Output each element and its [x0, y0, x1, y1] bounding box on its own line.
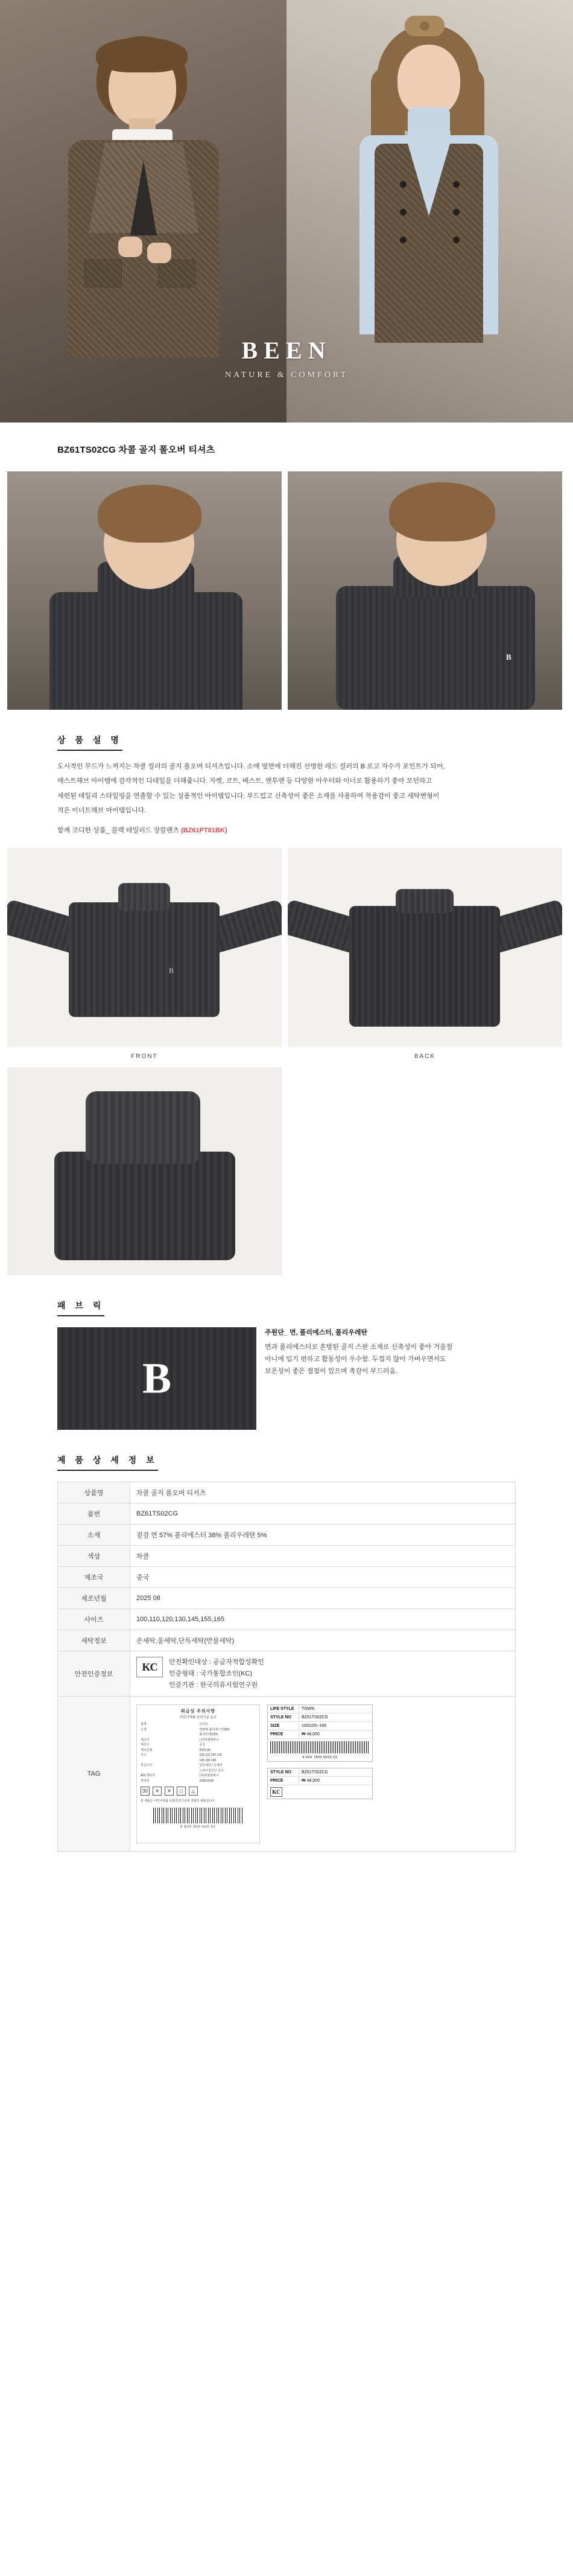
- care-val: 100 110 120 130: [199, 1753, 222, 1758]
- kc-mark-icon: KC: [136, 1657, 163, 1677]
- style-no-label: STYLE NO: [268, 1768, 299, 1776]
- barcode: [270, 1741, 370, 1753]
- fabric-text: [265, 1327, 516, 1377]
- boy-fringe: [96, 37, 188, 72]
- no-bleach-icon: ✕: [153, 1787, 162, 1796]
- model-photo-front: [7, 471, 282, 710]
- table-row: [58, 1588, 516, 1609]
- flatlay-back-image: [288, 848, 562, 1047]
- vest-button: [400, 181, 407, 188]
- model-photo-row: [0, 471, 573, 710]
- fabric-swatch-image: [57, 1327, 256, 1430]
- no-tumble-dry-icon: ✕: [165, 1787, 174, 1796]
- style-no-label: STYLE NO: [268, 1714, 299, 1721]
- care-val: (주)비엔컴퍼니: [199, 1774, 219, 1778]
- description-line: 세련된 데일리 스타일링을 연출할 수 있는 실용적인 아이템입니다. 부드럽고 신축성이 좋은 소재를 사용하여 착용감이 좋고 세탁변형이: [57, 792, 440, 800]
- care-key: 연락처: [141, 1779, 150, 1783]
- price-tag-column: [267, 1704, 373, 1843]
- boy-hand-right: [147, 243, 171, 263]
- flatlay-detail-cell: [7, 1067, 282, 1275]
- barcode-number: 8 809 000 000 01: [180, 1825, 216, 1829]
- spec-label: TAG: [58, 1697, 130, 1852]
- model-hair: [389, 482, 495, 541]
- care-val: 단독세탁 / 손세탁: [199, 1764, 223, 1768]
- price-tag-primary: [267, 1704, 373, 1762]
- spec-value: 차콜 골지 폴오버 티셔츠: [130, 1482, 516, 1503]
- table-row: [58, 1567, 516, 1588]
- flatlay-front-image: [7, 848, 282, 1047]
- table-row: [58, 1525, 516, 1546]
- kc-mark-icon: KC: [270, 1787, 282, 1797]
- care-val: 중국: [199, 1743, 206, 1747]
- spec-label: 세탁정보: [58, 1630, 130, 1651]
- garment-body-detail: [54, 1152, 235, 1260]
- table-row: [268, 1705, 372, 1714]
- fabric-heading: 패 브 릭: [57, 1299, 104, 1316]
- tag-images: [136, 1702, 509, 1846]
- size-label: SIZE: [268, 1722, 299, 1730]
- vest-button: [400, 237, 407, 243]
- table-row: [58, 1503, 516, 1525]
- spec-value-tag: [130, 1697, 516, 1852]
- spec-heading: 제 품 상 세 정 보: [57, 1454, 158, 1471]
- description-section: [0, 734, 573, 835]
- fabric-section: [0, 1299, 573, 1316]
- table-row: [58, 1630, 516, 1651]
- vest-button: [453, 237, 460, 243]
- cert-line: 인증형태 : 국가통합조인(KC): [169, 1670, 253, 1678]
- life-style-value: TOWN: [302, 1707, 315, 1712]
- spec-value: BZ61TS02CG: [130, 1503, 516, 1525]
- flatlay-section: [0, 835, 573, 1275]
- flatlay-row: [7, 848, 566, 1060]
- care-label-title: 취급상 주의사항: [180, 1709, 216, 1714]
- model-hair: [98, 485, 201, 543]
- fabric-line: 아니에 입기 편하고 활동성이 우수함. 두껍지 않아 가벼우면서도: [265, 1355, 446, 1363]
- spec-table-wrap: [0, 1471, 573, 1852]
- barcode: [153, 1808, 244, 1823]
- care-symbols: [141, 1787, 256, 1796]
- flatlay-front-label: FRONT: [131, 1053, 158, 1060]
- care-key: [141, 1759, 197, 1764]
- garment-neck: [118, 883, 170, 911]
- spec-value: 차콜: [130, 1546, 516, 1567]
- coordinated-note-text: 함께 코디한 상품_ 블랙 테일러드 장칼팬츠: [57, 827, 182, 835]
- cert-line: 안전확인대상 : 공급자적합성확인: [169, 1659, 264, 1666]
- fabric-row: [0, 1316, 573, 1430]
- vest-button: [453, 181, 460, 188]
- care-key: 제조국: [141, 1743, 150, 1747]
- table-row-tag: [58, 1697, 516, 1852]
- spec-value: 중국: [130, 1567, 516, 1588]
- girl-face: [397, 45, 460, 117]
- care-val: 면57% 폴리에스터38%: [199, 1727, 230, 1732]
- spec-value: 2025 08: [130, 1588, 516, 1609]
- flatlay-back-label: BACK: [414, 1053, 436, 1060]
- garment-neck-detail: [86, 1091, 200, 1164]
- table-row: [268, 1722, 372, 1730]
- spec-label: 품번: [58, 1503, 130, 1525]
- spec-value-certification: [130, 1651, 516, 1697]
- price-value: ₩ 48,000: [302, 1779, 320, 1784]
- vest-button: [453, 209, 460, 215]
- garment-emblem: B: [169, 966, 174, 975]
- spec-value: 겉감 면 57% 폴리에스터 38% 폴리우레탄 5%: [130, 1525, 516, 1546]
- care-val: 드라이클리닝 금지: [199, 1768, 224, 1773]
- spec-table: [57, 1482, 516, 1852]
- dryclean-icon: △: [189, 1787, 198, 1796]
- table-row: [58, 1546, 516, 1567]
- cert-line: 인증기관 : 한국의류시험연구원: [169, 1681, 258, 1689]
- price-label: PRICE: [268, 1777, 299, 1785]
- table-row: [268, 1714, 372, 1722]
- girl-hair-bow-knot: [420, 21, 429, 31]
- garment-neck: [396, 889, 454, 913]
- brand-name: BEEN: [241, 337, 332, 364]
- life-style-label: LIFE STYLE: [268, 1705, 299, 1713]
- flatlay-front-cell: [7, 848, 282, 1060]
- care-key: [141, 1733, 197, 1738]
- description-body: [57, 760, 516, 817]
- fabric-emblem: B: [142, 1354, 172, 1403]
- spec-label: 사이즈: [58, 1609, 130, 1630]
- sleeve-logo: B: [506, 652, 511, 662]
- care-val: 1588-0000: [199, 1779, 214, 1783]
- knit-top: [336, 586, 535, 710]
- spec-label: 소재: [58, 1525, 130, 1546]
- brand-tagline: NATURE & COMFORT: [225, 371, 348, 380]
- boy-hand-left: [118, 237, 142, 257]
- fabric-line: 면과 폴리에스터로 혼방된 골지 스판 소재로 신축성이 좋아 겨울철: [265, 1344, 453, 1351]
- page-title: BZ61TS02CG 차콜 골지 폴오버 티셔츠: [57, 445, 215, 455]
- table-row: [58, 1482, 516, 1503]
- boy-jacket-pocket-left: [84, 260, 122, 287]
- style-no-value: BZ61TS02CG: [302, 1715, 328, 1720]
- price-tag-secondary: [267, 1768, 373, 1799]
- description-line: 매스트해브 아이템에 감각적인 디테일을 더해줍니다. 자켓, 코트, 베스트, 맨투맨 등 다양한 아우터와 이너로 활용하기 좋아 모던하고: [57, 777, 432, 785]
- description-line: 도시적인 무드가 느껴지는 차콜 컬러의 골지 폴오버 티셔츠입니다. 소매 옆면에 더해진 선명한 레드 컬러의 B 로고 자수가 포인트가 되어,: [57, 763, 445, 770]
- model-photo-side: [288, 471, 562, 710]
- iron-icon: ◻: [177, 1787, 186, 1796]
- table-row: [268, 1777, 372, 1785]
- boy-jacket-pocket-right: [158, 260, 195, 287]
- spec-label: 제조국: [58, 1567, 130, 1588]
- care-val: (주)비엔컴퍼니: [199, 1738, 219, 1742]
- brand-logo-block: [0, 336, 573, 380]
- care-key: [141, 1769, 197, 1774]
- care-key: 소재: [141, 1727, 147, 1732]
- spec-label: 제조년월: [58, 1588, 130, 1609]
- care-key: 취급주의: [141, 1764, 153, 1768]
- table-row: [268, 1768, 372, 1777]
- barcode-number: 8 809 7800 0030 03: [302, 1756, 338, 1760]
- price-value: ₩ 48,000: [302, 1732, 320, 1737]
- table-row: [58, 1609, 516, 1630]
- care-key: 품명: [141, 1723, 147, 1727]
- vest-button: [400, 209, 407, 215]
- flatlay-neck-detail-image: [7, 1067, 282, 1275]
- care-val: 2025.08: [199, 1748, 211, 1752]
- care-label-subtitle: 어린이제품 안전기준 준수: [179, 1715, 217, 1720]
- care-key: 제조자: [141, 1738, 150, 1742]
- care-key: 치수: [141, 1753, 147, 1758]
- spec-section: [0, 1454, 573, 1471]
- coordinated-product-code[interactable]: (BZ61PT01BK): [181, 827, 227, 835]
- care-val: 폴리우레탄5%: [199, 1733, 218, 1737]
- wash-temp-icon: 30: [141, 1787, 150, 1796]
- fabric-composition: 주원단_ 면, 폴리에스터, 폴리우레탄: [265, 1329, 368, 1337]
- style-no-value: BZ61TS02CG: [302, 1770, 328, 1775]
- flatlay-detail-row: [7, 1067, 566, 1275]
- spec-label: 상품명: [58, 1482, 130, 1503]
- care-label-image: [136, 1704, 260, 1843]
- spec-value: 100,110,120,130,145,155,165: [130, 1609, 516, 1630]
- fabric-line: 보온성이 좋은 점점이 있으며 촉감이 부드러움.: [265, 1367, 398, 1375]
- care-val: 티셔츠: [199, 1723, 208, 1727]
- coordinated-product-note: [57, 825, 516, 835]
- garment-body: [349, 906, 500, 1027]
- care-val: 145 155 165: [199, 1758, 217, 1762]
- care-key: A/S 책임자: [141, 1774, 155, 1778]
- spec-label: 안전인증정보: [58, 1651, 130, 1697]
- size-value: 100/100~165: [302, 1724, 327, 1729]
- care-label-grid: [141, 1723, 256, 1784]
- description-line: 적은 이너트해브 아이템입니다.: [57, 807, 147, 815]
- care-key: 제조년월: [141, 1748, 153, 1752]
- description-heading: 상 품 설 명: [57, 734, 122, 751]
- kc-row: [268, 1785, 372, 1799]
- hero-banner: [0, 0, 573, 422]
- bottom-spacer: [0, 1852, 573, 1876]
- spec-value: 손세탁,울세탁,단독세탁(반물세탁): [130, 1630, 516, 1651]
- table-row: [268, 1730, 372, 1739]
- price-label: PRICE: [268, 1730, 299, 1738]
- spec-label: 색상: [58, 1546, 130, 1567]
- care-footer: 본 제품은 어린이제품 공통안전기준에 적합한 제품입니다.: [141, 1799, 216, 1803]
- garment-body: [69, 902, 220, 1017]
- flatlay-back-cell: [288, 848, 562, 1060]
- table-row-certification: [58, 1651, 516, 1697]
